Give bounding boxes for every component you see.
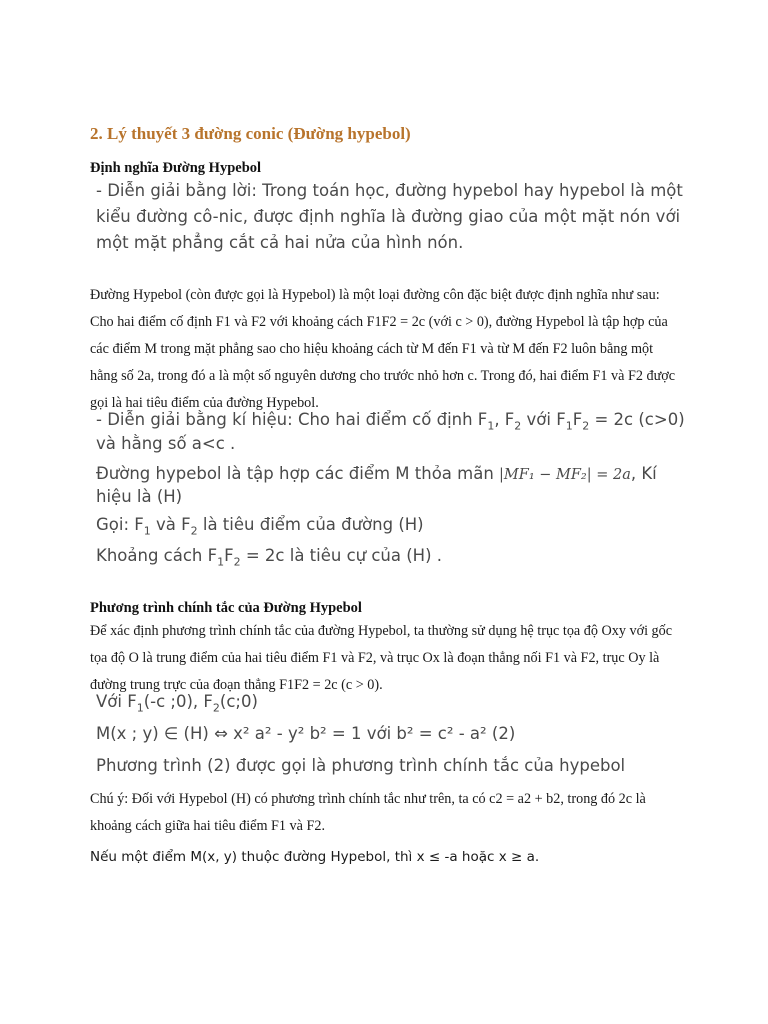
canonical-paragraph: Để xác định phương trình chính tắc của đường Hypebol, ta thường sử dụng hệ trục tọa độ Oxy với gốc tọa độ O là trung điểm của hai tiêu điểm F1 và F2, và trục Ox là đoạn thẳng nối F1 và F2, trục Oy là đường trung trực của đoạn thẳng F1F2 = 2c (c > 0). xyxy=(90,623,673,693)
hyperbola-definition-line2: hiệu là (H) xyxy=(96,487,183,506)
canonical-equation-name: Phương trình (2) được gọi là phương trình chính tắc của hypebol xyxy=(96,756,626,775)
definition-paragraph: Đường Hypebol (còn được gọi là Hypebol) là một loại đường côn đặc biệt được định nghĩa như sau: Cho hai điểm cố định F1 và F2 với khoảng cách F1F2 = 2c (với c > 0), đường Hypebol là tập hợp của các điểm M trong mặt phẳng sao cho hiệu khoảng cách từ M đến F1 và từ M đến F2 luôn bằng một hằng số 2a, trong đó a là một số nguyên dương cho trước nhỏ hơn c. Trong đó, hai điểm F1 và F2 được gọi là hai tiêu điểm của đường Hypebol. xyxy=(90,287,676,411)
definition-title: Định nghĩa Đường Hypebol xyxy=(90,160,262,176)
focal-distance-line: Khoảng cách $F_1F_2 = 2c$ là tiêu cự của (H) . xyxy=(96,546,443,569)
note-paragraph: Chú ý: Đối với Hypebol (H) có phương trình chính tắc như trên, ta có c2 = a2 + b2, trong đó 2c là khoảng cách giữa hai tiêu điểm F1 và F2. xyxy=(90,791,646,834)
symbolic-definition-line1: - Diễn giải bằng kí hiệu: Cho hai điểm cố định $F_1$, $F_2$ với $F_1F_2 = 2c$ (c>0) xyxy=(96,410,685,433)
distance-difference-formula: |MF₁ − MF₂| = 2a xyxy=(499,467,631,483)
x-condition: Nếu một điểm M(x, y) thuộc đường Hypebol, thì x ≤ -a hoặc x ≥ a. xyxy=(90,849,540,865)
canonical-title: Phương trình chính tắc của Đường Hypebol xyxy=(90,600,362,616)
canonical-equation: M(x ; y) ∈ (H) ⇔ x² a² - y² b² = 1 với b² = c² - a² (2) xyxy=(96,724,516,743)
hyperbola-definition-line1: Đường hypebol là tập hợp các điểm M thỏa mãn |MF₁ − MF₂| = 2a, Kí xyxy=(96,464,657,483)
verbal-definition: - Diễn giải bằng lời: Trong toán học, đường hypebol hay hypebol là một kiểu đường cô-nic, được định nghĩa là đường giao của một mặt nón với một mặt phẳng cắt cả hai nửa của hình nón. xyxy=(96,181,683,252)
symbolic-definition-line2: và hằng số a<c . xyxy=(96,434,236,453)
section-heading: 2. Lý thuyết 3 đường conic (Đường hypebol) xyxy=(90,124,411,143)
foci-line: Gọi: $F_1$ và $F_2$ là tiêu điểm của đường (H) xyxy=(96,515,424,538)
foci-coordinates: Với $F_1(-c$ ;0), $F_2(c;0)$ xyxy=(96,692,258,715)
